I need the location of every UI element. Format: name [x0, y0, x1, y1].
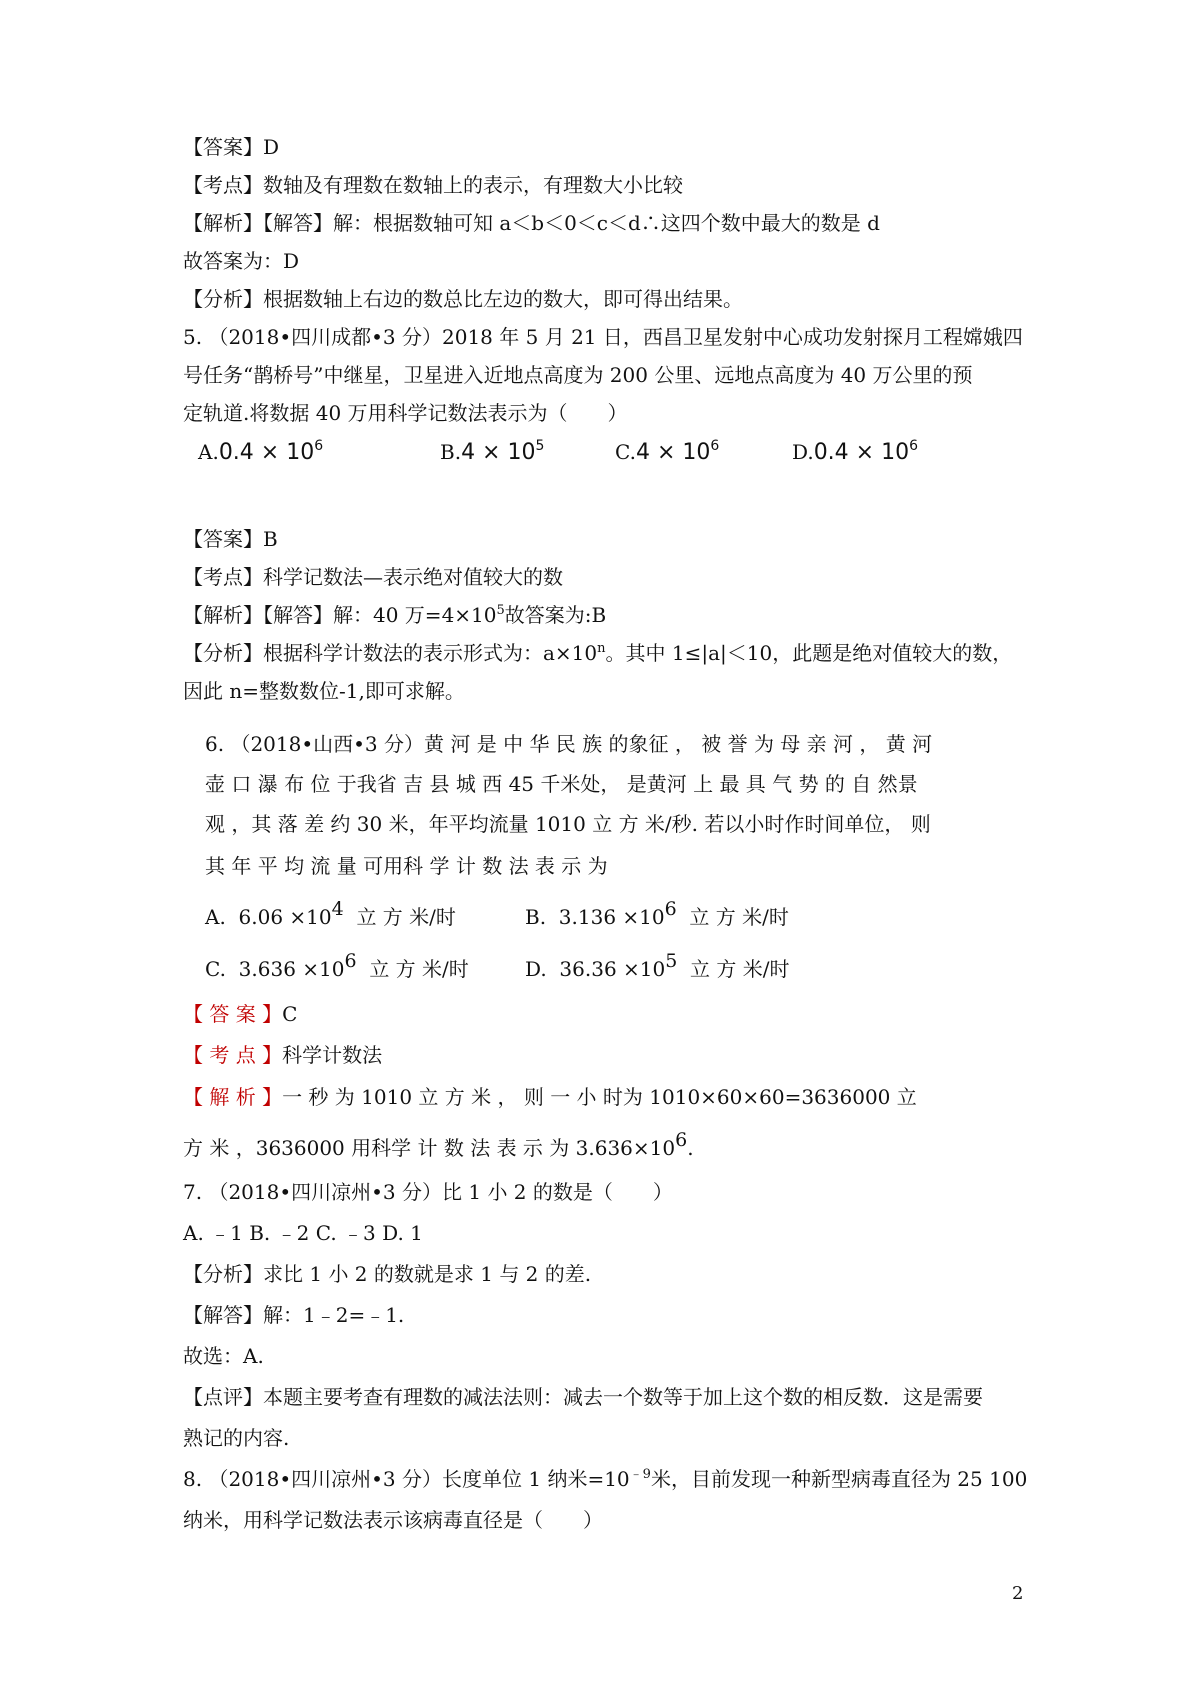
solution-tag: 【 解 析 】 [183, 1085, 283, 1109]
option-unit: 立 方 米/时 [356, 905, 456, 929]
option-label: A. [205, 905, 226, 929]
option-unit: 立 方 米/时 [690, 957, 790, 981]
option-value: $0.4 \times 10^6$ [813, 438, 919, 465]
question-5-line-3: 定轨道.将数据 40 万用科学记数法表示为（ ） [183, 401, 628, 425]
question-6-options-row-2 [0, 950, 1200, 989]
conclusion-line: 故选：A. [183, 1344, 264, 1368]
question-8-line-1: 8. （2018•四川凉州•3 分）长度单位 1 纳米$=10^{﹣9}$米，目前发现一种新型病毒直径为 25 100 [183, 1467, 1028, 1491]
option-value: $36.36 \times 10^5$ [559, 950, 678, 981]
q5-option-b [440, 438, 544, 467]
option-value: $4 \times 10^6$ [635, 438, 720, 465]
question-5-line-1: 5. （2018•四川成都•3 分）2018 年 5 月 21 日，西昌卫星发射中心成功发射探月工程嫦娥四 [183, 325, 1023, 349]
option-value: $3.636 \times 10^6$ [238, 950, 357, 981]
question-5-options [0, 438, 1200, 472]
comment-line: 【点评】本题主要考查有理数的减法法则：减去一个数等于加上这个数的相反数．这是需要 [183, 1385, 983, 1409]
topic-line: 【考点】数轴及有理数在数轴上的表示，有理数大小比较 [183, 173, 683, 197]
question-7-options: A. ﹣1 B. ﹣2 C. ﹣3 D. 1 [183, 1221, 423, 1245]
q6-option-a [205, 898, 456, 931]
question-6-line-1: 6. （2018•山西•3 分）黄 河 是 中 华 民 族 的象征 ， 被 誉 为 母 亲 河 ， 黄 河 [205, 732, 933, 756]
comment-line-2: 熟记的内容. [183, 1426, 290, 1450]
option-label: C. [205, 957, 226, 981]
solution-line: 【解析】【解答】解：根据数轴可知 a＜b＜0＜c＜d∴这四个数中最大的数是 d [183, 211, 880, 235]
question-6-line-3: 观 ，其 落 差 约 30 米，年平均流量 1010 立 方 米/秒. 若以小时作时间单位， 则 [205, 812, 931, 836]
topic-line: 【考点】科学记数法—表示绝对值较大的数 [183, 565, 563, 589]
solution-line: 【解析】【解答】解：40 万$=4\times 10^5$故答案为:B [183, 603, 607, 627]
option-label: B. [440, 440, 462, 464]
option-value: $6.06 \times 10^4$ [238, 898, 344, 929]
question-5-line-2: 号任务“鹊桥号”中继星，卫星进入近地点高度为 200 公里、远地点高度为 40 万公里的预 [183, 363, 973, 387]
option-value: $3.136 \times 10^6$ [558, 898, 677, 929]
analysis-line: 【分析】根据科学计数法的表示形式为：$a\times 10^n$。其中 1≤|a|＜10，此题是绝对值较大的数， [183, 641, 1013, 665]
analysis-line: 【分析】求比 1 小 2 的数就是求 1 与 2 的差. [183, 1262, 592, 1286]
option-unit: 立 方 米/时 [689, 905, 789, 929]
option-label: C. [615, 440, 636, 464]
solution-line-2: 方 米 ，3636000 用科学 计 数 法 表 示 为 $3.636\times 10^6$. [183, 1129, 694, 1160]
option-label: D. [525, 957, 547, 981]
conclusion-line: 故答案为：D [183, 249, 300, 273]
q5-option-c [615, 438, 719, 467]
solution-line: 【 解 析 】一 秒 为 1010 立 方 米 ， 则 一 小 时为 1010×60×60=3636000 立 [183, 1085, 917, 1109]
option-label: A. [198, 440, 219, 464]
page-number: 2 [1012, 1583, 1024, 1604]
answer-line: 【答案】D [183, 135, 280, 159]
option-unit: 立 方 米/时 [369, 957, 469, 981]
option-value: $4 \times 10^5$ [461, 438, 545, 465]
topic-line: 【 考 点 】科学计数法 [183, 1043, 383, 1067]
question-6-line-2: 壶 口 瀑 布 位 于我省 吉 县 城 西 45 千米处， 是黄河 上 最 具 气 势 的 自 然景 [205, 772, 918, 796]
answer-line: 【答案】B [183, 527, 278, 551]
analysis-line: 【分析】根据数轴上右边的数总比左边的数大，即可得出结果。 [183, 287, 743, 311]
q6-option-b [525, 898, 789, 931]
answer-line: 【 答 案 】C [183, 1002, 298, 1026]
q5-option-d [792, 438, 918, 467]
q6-option-c [205, 950, 469, 983]
analysis-line-2: 因此 n=整数数位-1,即可求解。 [183, 679, 465, 703]
q5-option-a [198, 438, 323, 467]
question-6-line-4: 其 年 平 均 流 量 可用科 学 计 数 法 表 示 为 [205, 854, 608, 878]
option-label: B. [525, 905, 547, 929]
option-value: $0.4 \times 10^6$ [218, 438, 324, 465]
question-7-line-1: 7. （2018•四川凉州•3 分）比 1 小 2 的数是（ ） [183, 1180, 673, 1204]
answer-tag: 【 答 案 】 [183, 1002, 283, 1026]
q6-option-d [525, 950, 790, 983]
option-label: D. [792, 440, 814, 464]
solution-line: 【解答】解：1﹣2=﹣1. [183, 1303, 405, 1327]
question-6-options-row-1 [0, 898, 1200, 937]
topic-tag: 【 考 点 】 [183, 1043, 283, 1067]
question-8-line-2: 纳米，用科学记数法表示该病毒直径是（ ） [183, 1508, 603, 1532]
